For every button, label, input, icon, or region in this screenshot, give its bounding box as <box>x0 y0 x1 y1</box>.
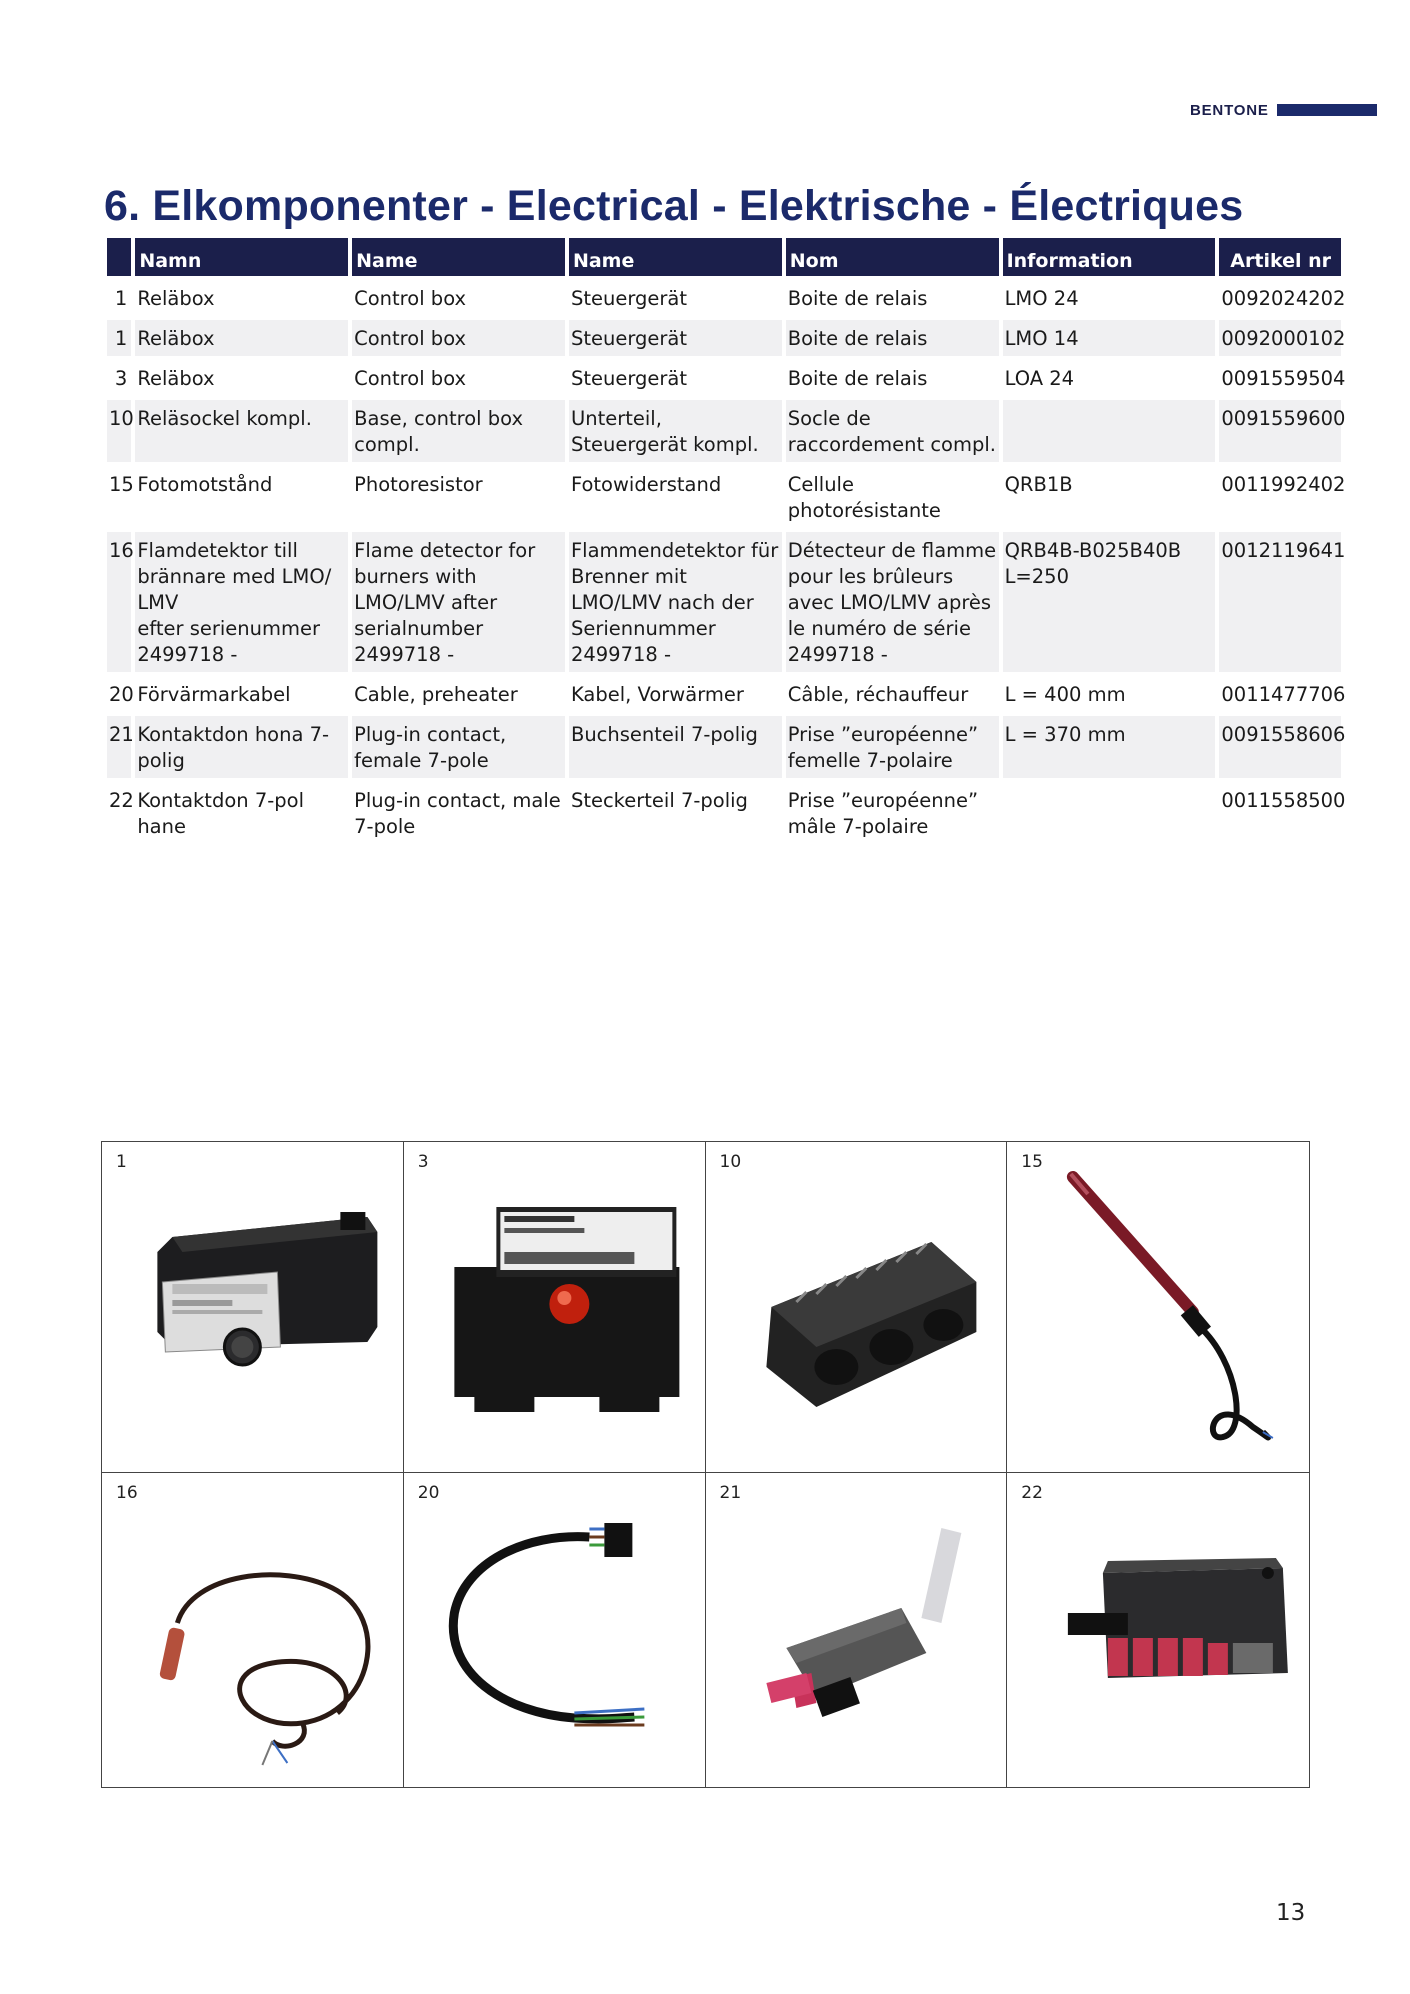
cell-article-number: 0091559600 <box>1219 400 1341 462</box>
table-row <box>107 782 1341 844</box>
row-number: 1 <box>114 287 128 310</box>
cell-swedish: Kontaktdon hona 7-polig <box>135 716 348 778</box>
brand-header <box>1190 99 1410 121</box>
gallery-cell-number: 21 <box>719 1483 742 1503</box>
gallery-cell-number: 10 <box>719 1152 742 1172</box>
brand-bar <box>1277 104 1377 116</box>
cell-swedish: Flamdetektor till brännare med LMO/ LMV efter serienummer 2499718 - <box>135 532 348 672</box>
cell-german: Steckerteil 7-polig <box>570 789 748 812</box>
cell-english: Cable, preheater <box>354 683 518 706</box>
cell-information: L = 400 mm <box>1004 683 1126 706</box>
cell-french: Boite de relais <box>787 287 928 310</box>
table-row <box>107 360 1341 396</box>
male-connector-photo <box>1007 1473 1309 1788</box>
flame-detector-photo <box>102 1473 403 1788</box>
column-header-information: Information <box>1003 238 1216 276</box>
cell-article-number: 0091559504 <box>1221 367 1346 390</box>
parts-table <box>103 234 1345 848</box>
preheater-cable-photo <box>404 1473 705 1788</box>
row-number: 22 <box>109 789 134 812</box>
column-header-name-de: Name <box>569 238 782 276</box>
cell-french: Socle de raccordement compl. <box>786 400 999 462</box>
cell-information: LOA 24 <box>1004 367 1075 390</box>
cell-swedish: Kontaktdon 7-pol hane <box>137 789 304 838</box>
column-header-namn: Namn <box>135 238 348 276</box>
cell-german: Kabel, Vorwärmer <box>570 683 744 706</box>
cell-french: Prise ”européenne” mâle 7-polaire <box>787 789 979 838</box>
cell-swedish: Reläbox <box>135 320 348 356</box>
cell-english: Control box <box>354 367 467 390</box>
gallery-cell-number: 22 <box>1021 1483 1043 1503</box>
cell-english: Photoresistor <box>354 473 483 496</box>
column-header-nom: Nom <box>786 238 999 276</box>
column-header-number <box>107 238 131 276</box>
gallery-cell-number: 20 <box>417 1483 440 1503</box>
row-number: 21 <box>107 716 131 778</box>
cell-english: Control box <box>354 287 467 310</box>
gallery-cell <box>1007 1142 1309 1473</box>
cell-french: Boite de relais <box>787 367 928 390</box>
gallery-cell <box>1007 1473 1309 1788</box>
cell-information: LMO 24 <box>1004 287 1079 310</box>
cell-german: Flammendetektor für Brenner mit LMO/LMV nach der Seriennummer 2499718 - <box>569 532 782 672</box>
gallery-cell <box>102 1142 404 1473</box>
cell-information <box>1003 400 1216 462</box>
cell-swedish: Fotomotstånd <box>137 473 273 496</box>
cell-article-number: 0011477706 <box>1221 683 1346 706</box>
cell-article-number: 0011558500 <box>1221 789 1346 812</box>
cell-french: Boite de relais <box>786 320 999 356</box>
cell-german: Unterteil, Steuergerät kompl. <box>569 400 782 462</box>
cell-swedish: Reläbox <box>137 287 215 310</box>
cell-german: Buchsenteil 7-polig <box>569 716 782 778</box>
row-number: 16 <box>107 532 131 672</box>
cell-swedish: Reläsockel kompl. <box>135 400 348 462</box>
gallery-cell-number: 1 <box>116 1152 127 1172</box>
cell-article-number: 0092000102 <box>1219 320 1341 356</box>
brand-name: BENTONE <box>1190 101 1269 119</box>
cell-french: Prise ”européenne” femelle 7-polaire <box>786 716 999 778</box>
cell-swedish: Reläbox <box>137 367 215 390</box>
page-number: 13 <box>1276 1900 1306 1926</box>
product-image-grid <box>101 1141 1310 1788</box>
cell-information: QRB4B-B025B40B L=250 <box>1003 532 1216 672</box>
column-header-name-en: Name <box>352 238 565 276</box>
control-box-loa-photo <box>404 1142 705 1472</box>
cell-german: Steuergerät <box>570 367 687 390</box>
cell-french: Câble, réchauffeur <box>787 683 969 706</box>
control-box-lmo-photo <box>102 1142 403 1472</box>
cell-information: LMO 14 <box>1003 320 1216 356</box>
cell-english: Plug-in contact, male 7-pole <box>354 789 561 838</box>
cell-information: QRB1B <box>1004 473 1073 496</box>
page-title: 6. Elkomponenter - Electrical - Elektrische - Électriques <box>104 182 1244 230</box>
gallery-cell <box>102 1473 404 1788</box>
cell-article-number: 0092024202 <box>1221 287 1346 310</box>
gallery-cell <box>706 1473 1008 1788</box>
table-header-row <box>107 238 1341 276</box>
row-number: 20 <box>109 683 134 706</box>
gallery-cell <box>706 1142 1008 1473</box>
cell-german: Steuergerät <box>570 287 687 310</box>
cell-english: Flame detector for burners with LMO/LMV after serialnumber 2499718 - <box>352 532 565 672</box>
table-row <box>107 280 1341 316</box>
cell-french: Détecteur de flamme pour les brûleurs avec LMO/LMV après le numéro de série 2499718 - <box>786 532 999 672</box>
cell-german: Fotowiderstand <box>570 473 722 496</box>
gallery-cell-number: 15 <box>1021 1152 1043 1172</box>
gallery-cell <box>404 1142 706 1473</box>
table-row <box>107 676 1341 712</box>
cell-french: Cellule photorésistante <box>787 473 941 522</box>
cell-article-number: 0011992402 <box>1221 473 1346 496</box>
column-header-artikel-nr: Artikel nr <box>1219 238 1341 276</box>
table-row <box>107 400 1341 462</box>
table-row <box>107 320 1341 356</box>
cell-swedish: Förvärmarkabel <box>137 683 291 706</box>
cell-article-number: 0091558606 <box>1219 716 1341 778</box>
gallery-cell <box>404 1473 706 1788</box>
cell-article-number: 0012119641 <box>1219 532 1341 672</box>
cell-english: Plug-in contact, female 7-pole <box>352 716 565 778</box>
cell-information: L = 370 mm <box>1003 716 1216 778</box>
table-row <box>107 532 1341 672</box>
cell-information <box>1003 782 1216 844</box>
cell-german: Steuergerät <box>569 320 782 356</box>
female-connector-photo <box>706 1473 1007 1788</box>
row-number: 10 <box>107 400 131 462</box>
row-number: 1 <box>107 320 131 356</box>
row-number: 3 <box>114 367 128 390</box>
table-row <box>107 466 1341 528</box>
gallery-cell-number: 16 <box>116 1483 138 1503</box>
table-row <box>107 716 1341 778</box>
row-number: 15 <box>109 473 134 496</box>
photoresistor-photo <box>1007 1142 1309 1472</box>
relay-base-photo <box>706 1142 1007 1472</box>
gallery-cell-number: 3 <box>417 1152 429 1172</box>
cell-english: Control box <box>352 320 565 356</box>
cell-english: Base, control box compl. <box>352 400 565 462</box>
